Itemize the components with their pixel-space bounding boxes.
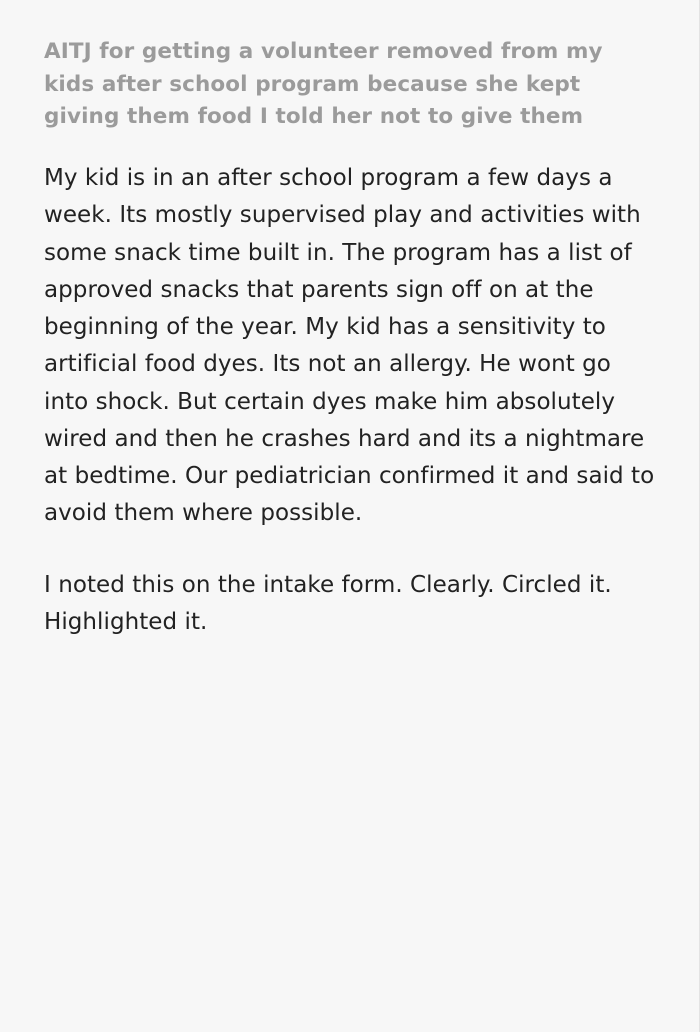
article-body (44, 160, 655, 641)
article-paragraph: I noted this on the intake form. Clearly. Circled it. Highlighted it. (44, 571, 612, 635)
page-title: AITJ for getting a volunteer removed from my kids after school program because she kept giving them food I told her not to give them (44, 39, 603, 130)
article-paragraph: My kid is in an after school program a few days a week. Its mostly supervised play and activities with some snack time built in. The program has a list of approved snacks that parents sign off on at the beginning of the year. My kid has a sensitivity to artificial food dyes. Its not an allergy. He wont go into shock. But certain dyes make him absolutely wired and then he crashes hard and its a nightmare at bedtime. Our pediatrician confirmed it and said to avoid them where possible. (44, 165, 655, 527)
